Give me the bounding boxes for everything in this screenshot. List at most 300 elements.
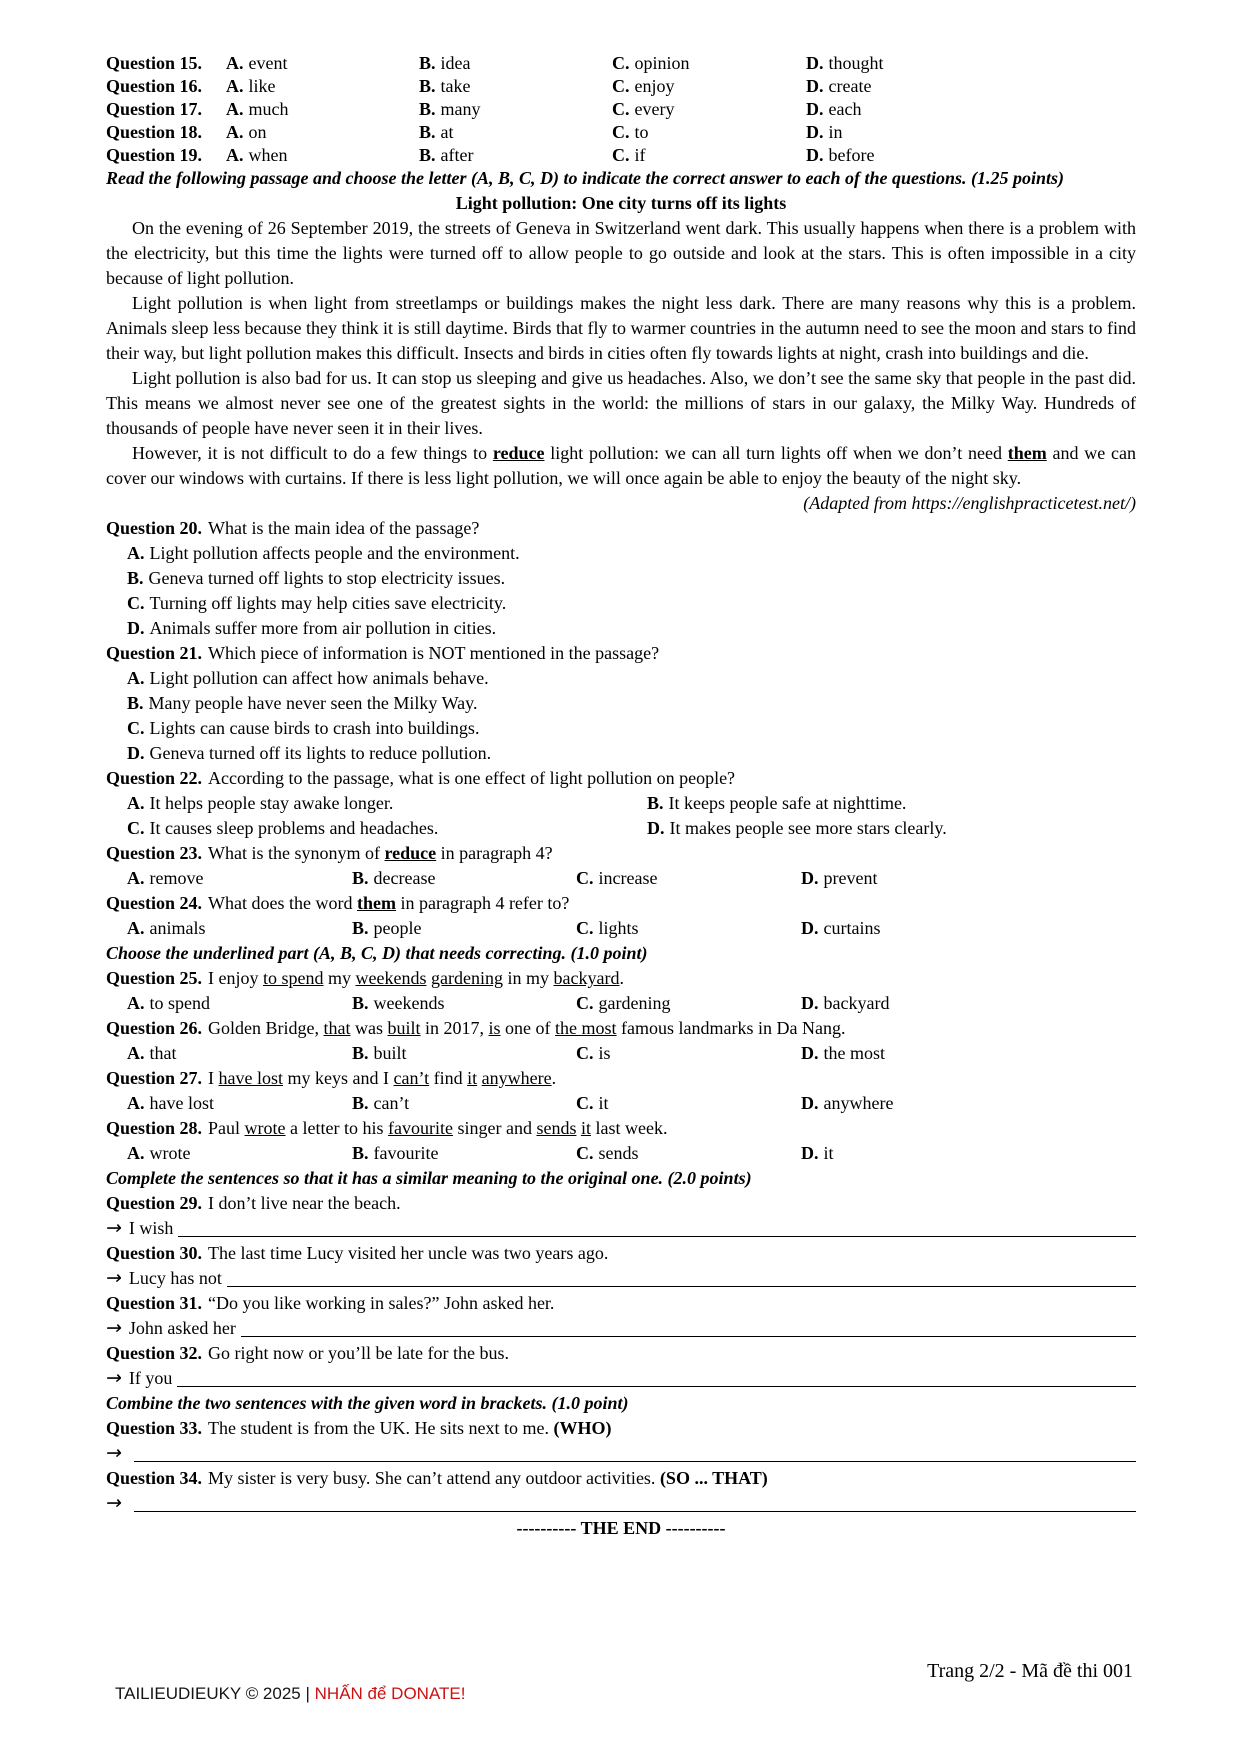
option-letter: C. <box>612 53 630 73</box>
option-a <box>127 1141 352 1166</box>
option-letter: C. <box>576 993 594 1013</box>
option-a <box>127 791 647 816</box>
question-27 <box>106 1066 1136 1091</box>
option-text: opinion <box>634 53 690 73</box>
text-segment: it <box>467 1068 478 1088</box>
option-letter: D. <box>801 918 819 938</box>
question-text: According to the passage, what is one effect of light pollution on people? <box>208 768 736 788</box>
option-letter: C. <box>127 718 145 738</box>
reading-instruction: Read the following passage and choose the letter (A, B, C, D) to indicate the correct answer to each of the questions. (1.25 points) <box>106 168 1065 188</box>
answer-blank <box>241 1336 1136 1337</box>
option-d <box>801 991 1136 1016</box>
question-34 <box>106 1466 1136 1491</box>
option-text: Geneva turned off its lights to reduce pollution. <box>149 743 492 763</box>
option-text: on <box>248 122 267 142</box>
option-letter: C. <box>612 99 630 119</box>
question-18-row <box>106 121 1136 144</box>
question-21-option-d <box>106 741 1136 766</box>
passage-title: Light pollution: One city turns off its lights <box>455 193 787 213</box>
arrow-right-icon: → <box>104 1267 124 1289</box>
arrow-right-icon: → <box>104 1217 124 1239</box>
question-label: Question 31. <box>106 1293 203 1313</box>
option-text: take <box>440 76 471 96</box>
question-text <box>208 1018 845 1038</box>
option-text: in <box>828 122 843 142</box>
option-b <box>352 1091 576 1116</box>
option-text: increase <box>598 868 658 888</box>
option-text: Light pollution can affect how animals behave. <box>149 668 489 688</box>
text-segment: . <box>551 1068 557 1088</box>
question-20-option-c <box>106 591 1136 616</box>
option-text: each <box>828 99 862 119</box>
question-20 <box>106 516 1136 541</box>
option-a <box>127 1091 352 1116</box>
option-b <box>352 991 576 1016</box>
option-text: at <box>440 122 454 142</box>
question-label: Question 33. <box>106 1418 203 1438</box>
option-c <box>612 144 806 167</box>
option-text: It makes people see more stars clearly. <box>669 818 947 838</box>
text-segment: my <box>323 968 356 988</box>
option-a <box>127 1041 352 1066</box>
option-c <box>576 1091 801 1116</box>
text-segment: anywhere <box>481 1068 552 1088</box>
question-26 <box>106 1016 1136 1041</box>
option-text: the most <box>823 1043 885 1063</box>
question-text <box>208 1468 768 1488</box>
arrow-right-icon: → <box>104 1492 124 1514</box>
option-a <box>226 121 419 144</box>
option-c <box>576 916 801 941</box>
text-segment: them <box>356 893 396 913</box>
option-letter: A. <box>127 918 145 938</box>
question-23 <box>106 841 1136 866</box>
option-letter: B. <box>419 76 436 96</box>
option-text: Animals suffer more from air pollution in cities. <box>149 618 497 638</box>
question-text <box>208 843 553 863</box>
option-letter: D. <box>801 1143 819 1163</box>
option-letter: B. <box>352 918 369 938</box>
end-of-test-line: ---------- THE END ---------- <box>516 1518 726 1538</box>
question-label: Question 18. <box>106 122 203 142</box>
passage-paragraph-1: On the evening of 26 September 2019, the streets of Geneva in Switzerland went dark. This usually happens when there is a problem with the electricity, but this time the lights were turned off to allow people to go outside and look at the stars. This is often impossible in a city because of light pollution. <box>106 218 1136 288</box>
text-segment: weekends <box>355 968 427 988</box>
question-21-option-c <box>106 716 1136 741</box>
question-label: Question 30. <box>106 1243 203 1263</box>
text-segment: in my <box>502 968 554 988</box>
option-letter: A. <box>226 53 244 73</box>
question-label: Question 17. <box>106 99 203 119</box>
text-segment: However, it is not difficult to do a few things to <box>132 443 493 463</box>
text-segment: gardening <box>431 968 503 988</box>
question-25 <box>106 966 1136 991</box>
answer-stem: If you <box>128 1368 173 1388</box>
option-letter: A. <box>226 76 244 96</box>
option-text: idea <box>440 53 471 73</box>
option-text: animals <box>149 918 206 938</box>
question-text: “Do you like working in sales?” John asked her. <box>208 1293 555 1313</box>
option-c <box>576 1041 801 1066</box>
question-label: Question 22. <box>106 768 203 788</box>
question-31-answer-line <box>106 1316 1136 1341</box>
question-25-options <box>106 991 1136 1016</box>
option-text: to spend <box>149 993 210 1013</box>
question-text: I don’t live near the beach. <box>208 1193 401 1213</box>
option-letter: C. <box>576 1143 594 1163</box>
option-text: anywhere <box>823 1093 894 1113</box>
footer-brand <box>115 1684 465 1704</box>
text-segment: . <box>619 968 624 988</box>
option-text: decrease <box>373 868 436 888</box>
option-c <box>576 1141 801 1166</box>
option-d <box>801 916 1136 941</box>
option-d <box>801 1141 1136 1166</box>
option-b <box>419 121 612 144</box>
question-31 <box>106 1291 1136 1316</box>
option-letter: B. <box>352 1043 369 1063</box>
text-segment: have lost <box>218 1068 284 1088</box>
section-header-error-correction: Choose the underlined part (A, B, C, D) that needs correcting. (1.0 point) <box>106 943 648 963</box>
option-text: It keeps people safe at nighttime. <box>668 793 907 813</box>
arrow-right-icon: → <box>104 1442 124 1464</box>
option-text: sends <box>598 1143 639 1163</box>
option-letter: D. <box>127 618 145 638</box>
question-text: What is the main idea of the passage? <box>208 518 480 538</box>
question-label: Question 19. <box>106 145 203 165</box>
answer-blank <box>134 1461 1136 1462</box>
option-text: that <box>149 1043 177 1063</box>
text-segment: is <box>488 1018 501 1038</box>
option-text: it <box>823 1143 834 1163</box>
question-label: Question 20. <box>106 518 203 538</box>
option-letter: A. <box>127 1043 145 1063</box>
question-text: Go right now or you’ll be late for the bus. <box>208 1343 509 1363</box>
option-letter: C. <box>576 868 594 888</box>
option-d <box>806 121 1136 144</box>
option-c <box>612 98 806 121</box>
question-text: Which piece of information is NOT mentioned in the passage? <box>208 643 660 663</box>
option-letter: B. <box>419 99 436 119</box>
question-label: Question 16. <box>106 76 203 96</box>
option-letter: B. <box>352 993 369 1013</box>
text-segment: find <box>429 1068 468 1088</box>
option-c <box>576 991 801 1016</box>
option-text: Geneva turned off lights to stop electricity issues. <box>148 568 506 588</box>
option-text: after <box>440 145 474 165</box>
text-segment: favourite <box>388 1118 453 1138</box>
option-d <box>801 1041 1136 1066</box>
option-letter: B. <box>419 53 436 73</box>
text-segment: them <box>1007 443 1047 463</box>
option-text: prevent <box>823 868 878 888</box>
passage-attribution: (Adapted from https://englishpracticetest.net/) <box>803 493 1136 513</box>
question-26-options <box>106 1041 1136 1066</box>
option-letter: B. <box>352 1143 369 1163</box>
option-text: backyard <box>823 993 890 1013</box>
option-letter: A. <box>127 668 145 688</box>
arrow-right-icon: → <box>104 1367 124 1389</box>
section-header-combine: Combine the two sentences with the given word in brackets. (1.0 point) <box>106 1393 629 1413</box>
option-letter: A. <box>127 1143 145 1163</box>
text-segment: to spend <box>263 968 324 988</box>
option-text: create <box>828 76 872 96</box>
text-segment: (WHO) <box>553 1418 612 1438</box>
text-segment: famous landmarks in Da Nang. <box>616 1018 846 1038</box>
option-b <box>352 1141 576 1166</box>
option-d <box>647 816 1136 841</box>
option-letter: A. <box>226 99 244 119</box>
option-text: thought <box>828 53 884 73</box>
option-text: if <box>634 145 646 165</box>
option-text: built <box>373 1043 407 1063</box>
option-text: is <box>598 1043 611 1063</box>
option-text: weekends <box>373 993 445 1013</box>
option-b <box>419 144 612 167</box>
option-a <box>127 916 352 941</box>
option-d <box>806 52 1136 75</box>
text-segment: my keys and I <box>283 1068 394 1088</box>
option-text: wrote <box>149 1143 191 1163</box>
question-33 <box>106 1416 1136 1441</box>
section-header-sentence-transform: Complete the sentences so that it has a similar meaning to the original one. (2.0 points) <box>106 1168 752 1188</box>
question-20-option-b <box>106 566 1136 591</box>
separator: | <box>305 1684 310 1703</box>
question-label: Question 26. <box>106 1018 203 1038</box>
question-label: Question 21. <box>106 643 203 663</box>
option-letter: B. <box>419 122 436 142</box>
option-text: enjoy <box>634 76 675 96</box>
text-segment: was <box>350 1018 388 1038</box>
option-c <box>127 816 647 841</box>
option-text: like <box>248 76 276 96</box>
question-20-option-d <box>106 616 1136 641</box>
option-letter: D. <box>806 53 824 73</box>
option-text: favourite <box>373 1143 439 1163</box>
option-a <box>127 991 352 1016</box>
option-letter: B. <box>419 145 436 165</box>
option-text: remove <box>149 868 204 888</box>
option-b <box>419 75 612 98</box>
option-d <box>801 1091 1136 1116</box>
question-19-row <box>106 144 1136 167</box>
option-b <box>647 791 1136 816</box>
option-letter: D. <box>127 743 145 763</box>
option-letter: D. <box>806 99 824 119</box>
question-23-options <box>106 866 1136 891</box>
option-letter: B. <box>352 1093 369 1113</box>
question-21 <box>106 641 1136 666</box>
option-b <box>419 98 612 121</box>
option-letter: C. <box>612 76 630 96</box>
text-segment: The student is from the UK. He sits next to me. <box>208 1418 554 1438</box>
option-letter: D. <box>801 1093 819 1113</box>
passage-paragraph-2: Light pollution is when light from streetlamps or buildings makes the night less dark. There are many reasons why this is a problem. Animals sleep less because they think it is still daytime. Birds that fly to warmer countries in the autumn need to see the moon and stars to find their way, but light pollution makes this difficult. Insects and birds in cities often fly towards lights at night, crash into buildings and die. <box>106 293 1136 363</box>
question-28-options <box>106 1141 1136 1166</box>
option-letter: C. <box>576 1093 594 1113</box>
question-20-option-a <box>106 541 1136 566</box>
option-letter: D. <box>647 818 665 838</box>
question-text <box>208 1118 667 1138</box>
option-letter: D. <box>801 1043 819 1063</box>
option-c <box>612 75 806 98</box>
option-c <box>612 52 806 75</box>
question-29 <box>106 1191 1136 1216</box>
donate-link[interactable]: NHẤN để DONATE! <box>314 1684 466 1703</box>
option-text: to <box>634 122 649 142</box>
option-c <box>576 866 801 891</box>
option-a <box>226 52 419 75</box>
option-letter: A. <box>127 993 145 1013</box>
question-22-options-cd <box>106 816 1136 841</box>
text-segment: wrote <box>244 1118 286 1138</box>
answer-stem: Lucy has not <box>128 1268 222 1288</box>
question-32-answer-line <box>106 1366 1136 1391</box>
option-letter: A. <box>127 793 145 813</box>
text-segment: Paul <box>208 1118 245 1138</box>
option-letter: C. <box>576 1043 594 1063</box>
option-text: gardening <box>598 993 671 1013</box>
arrow-right-icon: → <box>104 1317 124 1339</box>
answer-stem: I wish <box>128 1218 174 1238</box>
question-label: Question 24. <box>106 893 203 913</box>
question-17-row <box>106 98 1136 121</box>
option-text: people <box>373 918 422 938</box>
option-d <box>806 75 1136 98</box>
option-a <box>226 144 419 167</box>
text-segment: in paragraph 4? <box>436 843 553 863</box>
option-letter: A. <box>127 1093 145 1113</box>
text-segment: in 2017, <box>420 1018 489 1038</box>
option-letter: C. <box>127 593 145 613</box>
option-text: curtains <box>823 918 881 938</box>
option-letter: B. <box>127 568 144 588</box>
option-text: Light pollution affects people and the environment. <box>149 543 520 563</box>
option-letter: D. <box>801 993 819 1013</box>
question-label: Question 28. <box>106 1118 203 1138</box>
passage-paragraph-4 <box>106 441 1136 491</box>
text-segment: My sister is very busy. She can’t attend any outdoor activities. <box>208 1468 660 1488</box>
option-letter: B. <box>127 693 144 713</box>
option-text: have lost <box>149 1093 214 1113</box>
question-21-option-a <box>106 666 1136 691</box>
answer-stem: John asked her <box>128 1318 236 1338</box>
option-text: Turning off lights may help cities save electricity. <box>149 593 507 613</box>
text-segment: singer and <box>452 1118 537 1138</box>
question-text <box>208 1068 556 1088</box>
option-letter: C. <box>612 122 630 142</box>
question-text <box>208 1418 611 1438</box>
text-segment: a letter to his <box>285 1118 388 1138</box>
text-segment: built <box>387 1018 421 1038</box>
option-text: can’t <box>373 1093 410 1113</box>
text-segment: I <box>208 1068 219 1088</box>
question-30-answer-line <box>106 1266 1136 1291</box>
option-text: Many people have never seen the Milky Way. <box>148 693 478 713</box>
question-label: Question 32. <box>106 1343 203 1363</box>
option-b <box>352 1041 576 1066</box>
question-label: Question 34. <box>106 1468 203 1488</box>
question-33-answer-line <box>106 1441 1136 1466</box>
option-b <box>352 866 576 891</box>
question-text <box>208 893 569 913</box>
option-letter: B. <box>352 868 369 888</box>
text-segment: sends <box>536 1118 577 1138</box>
question-21-option-b <box>106 691 1136 716</box>
option-text: it <box>598 1093 609 1113</box>
question-28 <box>106 1116 1136 1141</box>
question-24 <box>106 891 1136 916</box>
text-segment: and we can cover our windows with curtains. If there is less light pollution, we will once again be able to enjoy the beauty of the night sky. <box>106 443 1136 488</box>
text-segment: can’t <box>393 1068 430 1088</box>
text-segment: the most <box>555 1018 617 1038</box>
option-text: It causes sleep problems and headaches. <box>149 818 439 838</box>
option-letter: B. <box>647 793 664 813</box>
answer-blank <box>227 1286 1136 1287</box>
question-label: Question 25. <box>106 968 203 988</box>
question-label: Question 27. <box>106 1068 203 1088</box>
option-text: before <box>828 145 875 165</box>
text-segment: reduce <box>384 843 437 863</box>
page-number: Trang 2/2 - Mã đề thi 001 <box>927 1660 1133 1682</box>
option-d <box>806 98 1136 121</box>
question-22 <box>106 766 1136 791</box>
question-24-options <box>106 916 1136 941</box>
text-segment: Golden Bridge, <box>208 1018 324 1038</box>
option-a <box>226 75 419 98</box>
option-d <box>801 866 1136 891</box>
text-segment: one of <box>500 1018 556 1038</box>
text-segment: (SO ... THAT) <box>659 1468 768 1488</box>
option-text: when <box>248 145 288 165</box>
option-letter: A. <box>127 868 145 888</box>
text-segment: it <box>580 1118 591 1138</box>
option-letter: A. <box>226 145 244 165</box>
option-a <box>226 98 419 121</box>
option-letter: D. <box>801 868 819 888</box>
option-letter: D. <box>806 145 824 165</box>
text-segment: What does the word <box>208 893 357 913</box>
option-letter: C. <box>612 145 630 165</box>
question-label: Question 23. <box>106 843 203 863</box>
text-segment: What is the synonym of <box>208 843 385 863</box>
question-label: Question 15. <box>106 53 203 73</box>
text-segment: I enjoy <box>208 968 263 988</box>
option-letter: A. <box>226 122 244 142</box>
passage-paragraph-3: Light pollution is also bad for us. It can stop us sleeping and give us headaches. Also, we don’t see the same sky that people in the past did. This means we almost never see one of the greatest sights in the world: the millions of stars in our galaxy, the Milky Way. Hundreds of thousands of people have never seen it in their lives. <box>106 368 1136 438</box>
answer-blank <box>134 1511 1136 1512</box>
option-text: every <box>634 99 675 119</box>
option-c <box>612 121 806 144</box>
question-27-options <box>106 1091 1136 1116</box>
exam-content <box>106 52 1136 1541</box>
answer-blank <box>177 1386 1136 1387</box>
question-30 <box>106 1241 1136 1266</box>
mcq-block-15-19 <box>106 52 1136 167</box>
option-letter: C. <box>127 818 145 838</box>
option-b <box>352 916 576 941</box>
option-letter: C. <box>576 918 594 938</box>
question-22-options-ab <box>106 791 1136 816</box>
question-15-row <box>106 52 1136 75</box>
text-segment: light pollution: we can all turn lights off when we don’t need <box>544 443 1008 463</box>
text-segment: in paragraph 4 refer to? <box>395 893 570 913</box>
text-segment: last week. <box>590 1118 668 1138</box>
brand-text: TAILIEUDIEUKY © 2025 <box>115 1684 301 1703</box>
option-letter: D. <box>806 122 824 142</box>
question-text <box>208 968 624 988</box>
option-text: lights <box>598 918 639 938</box>
option-text: event <box>248 53 288 73</box>
